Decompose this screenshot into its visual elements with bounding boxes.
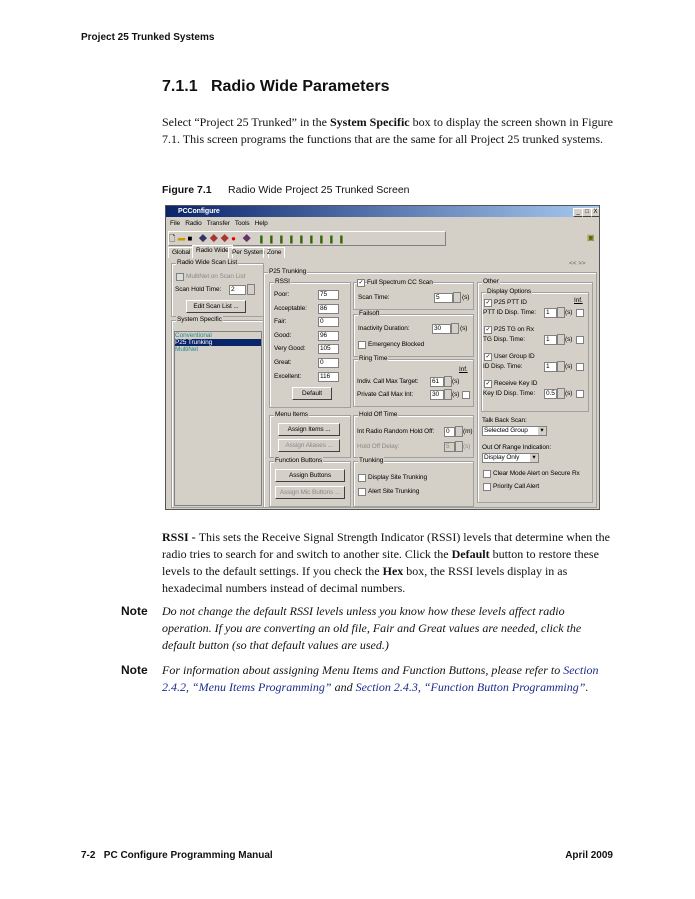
spinner[interactable] <box>557 361 565 372</box>
failsoft-group <box>353 310 474 357</box>
read-icon[interactable]: ◆ <box>198 234 210 243</box>
spinner[interactable] <box>444 389 452 400</box>
list-item[interactable]: Conventional <box>175 332 212 339</box>
rssi-label: Acceptable: <box>274 304 307 312</box>
indiv-call-max-input[interactable]: 61 <box>430 377 444 387</box>
menu-transfer[interactable]: Transfer <box>206 220 230 227</box>
program-icon[interactable]: ◆ <box>209 234 221 243</box>
rssi-paragraph <box>162 529 614 597</box>
tab-radio-wide[interactable]: Radio Wide <box>192 245 233 258</box>
disp-time-label: ID Disp. Time: <box>483 363 523 370</box>
holdoff-delay-input[interactable]: 5 <box>444 442 455 452</box>
radio-icon[interactable]: ▮▮▮▮▮▮▮▮▮ <box>257 234 348 243</box>
group-label: RSSI <box>275 278 290 285</box>
display-option-label: User Group ID <box>494 353 535 360</box>
list-item[interactable]: MultiNet <box>175 346 199 353</box>
group-label: System Specific <box>177 316 222 323</box>
scan-time-input[interactable]: 5 <box>434 293 453 303</box>
t: Default <box>451 547 490 561</box>
title-bar <box>166 206 599 217</box>
program-all-icon[interactable]: ◆ <box>220 234 232 243</box>
figure-caption: Radio Wide Project 25 Trunked Screen <box>228 184 410 196</box>
section-title: Radio Wide Parameters <box>210 78 390 95</box>
page-nav[interactable]: << >> <box>569 260 586 267</box>
inf-checkbox[interactable] <box>576 390 584 398</box>
emergency-blocked-checkbox[interactable] <box>358 341 366 349</box>
disp-time-input[interactable]: 1 <box>544 362 557 372</box>
assign-buttons-button[interactable]: Assign Buttons <box>275 469 345 482</box>
group-label: Hold Off Time <box>359 411 398 418</box>
t: RSSI - <box>162 530 199 544</box>
hold-label: Scan Hold Time: <box>175 286 222 293</box>
talkback-label: Talk Back Scan: <box>482 417 527 424</box>
alert-site-label: Alert Site Trunking <box>368 488 420 495</box>
save-icon[interactable]: ■ <box>187 234 195 243</box>
system-specific-group <box>171 316 264 508</box>
rssi-input[interactable]: 0 <box>318 358 339 368</box>
inf-checkbox[interactable] <box>576 309 584 317</box>
spinner[interactable] <box>455 426 463 437</box>
menu-radio[interactable]: Radio <box>185 220 202 227</box>
out-of-range-select[interactable] <box>482 453 539 463</box>
unit: (s) <box>565 363 573 370</box>
rssi-label: Great: <box>274 359 292 366</box>
disp-time-label: Key ID Disp. Time: <box>483 390 536 397</box>
group-label: P25 Trunking <box>269 268 307 275</box>
spinner[interactable] <box>453 292 461 303</box>
t: box to display the screen shown in Figure 7.1. This screen programs the functions that are the same for all Project 25 trunked systems. <box>162 115 613 146</box>
note-label: Note <box>121 663 148 677</box>
section-number: 7.1.1 <box>162 78 198 95</box>
tab-global[interactable]: Global <box>168 247 194 258</box>
clear-mode-label: Clear Mode Alert on Secure Rx <box>493 470 580 477</box>
inactivity-duration-input[interactable]: 30 <box>432 324 451 334</box>
inf-label: Inf. <box>459 366 468 373</box>
emergency-label: Emergency Blocked <box>368 341 425 348</box>
display-option-label: P25 PTT ID <box>494 299 527 306</box>
hold-off-group <box>353 411 474 458</box>
disp-time-label: PTT ID Disp. Time: <box>483 309 536 316</box>
display-site-label: Display Site Trunking <box>368 474 427 481</box>
toolbar <box>168 231 446 246</box>
ring-time-group <box>353 355 474 407</box>
rssi-label: Good: <box>274 331 292 339</box>
spinner[interactable] <box>444 376 452 387</box>
group-label: Radio Wide Scan List <box>177 259 238 266</box>
display-option-checkbox[interactable]: ✓ <box>485 300 491 306</box>
group-label: Ring Time <box>359 355 388 362</box>
clear-mode-alert-checkbox[interactable] <box>483 470 491 478</box>
display-option-checkbox[interactable]: ✓ <box>485 354 491 360</box>
scan-list-group <box>171 259 264 317</box>
menu-bar <box>170 220 268 227</box>
assign-aliases-button[interactable]: Assign Aliases ... <box>278 439 340 452</box>
inf-checkbox[interactable] <box>576 336 584 344</box>
running-header: Project 25 Trunked Systems <box>81 32 215 43</box>
scan-time-label: Scan Time: <box>358 294 390 301</box>
disp-time-input[interactable]: 0.5 <box>544 389 557 399</box>
footer-right: April 2009 <box>565 850 613 861</box>
tab-per-system[interactable]: Per System <box>228 247 269 258</box>
multinet-label: MultiNet on Scan List <box>186 273 246 280</box>
note-label: Note <box>121 604 148 618</box>
unit: (s) <box>463 443 471 450</box>
spinner[interactable] <box>455 441 463 452</box>
window-title: PCConfigure <box>178 208 220 215</box>
rssi-label: Excellent: <box>274 372 302 380</box>
device-icon[interactable]: ▣ <box>587 233 595 242</box>
menu-tools[interactable]: Tools <box>234 220 250 227</box>
selected-value: Selected Group <box>484 427 528 434</box>
new-icon[interactable]: 🗋 <box>169 234 178 243</box>
chevron-down-icon[interactable]: ▾ <box>530 454 538 462</box>
inf-checkbox[interactable] <box>576 363 584 371</box>
private-inf-checkbox[interactable] <box>462 391 470 399</box>
unit: (s) <box>565 309 573 316</box>
rssi-input[interactable]: 116 <box>318 372 339 382</box>
rssi-input[interactable]: 86 <box>318 304 339 314</box>
pcconfigure-screenshot <box>165 205 600 510</box>
list-item-selected[interactable]: P25 Trunking <box>175 339 261 346</box>
full-spectrum-checkbox[interactable]: ✓ <box>358 280 364 286</box>
t: button to restore these levels to the default settings. If you check the <box>162 547 599 578</box>
minimize-button[interactable]: _ <box>573 208 583 217</box>
close-button[interactable]: X <box>591 208 600 217</box>
footer-left: 7-2 PC Configure Programming Manual <box>81 850 273 861</box>
disp-time-input[interactable]: 1 <box>544 308 557 318</box>
spinner[interactable] <box>557 334 565 345</box>
priority-call-alert-checkbox[interactable] <box>483 483 491 491</box>
private-label: Private Call Max Int: <box>357 391 414 398</box>
display-site-trunking-checkbox[interactable] <box>358 474 366 482</box>
multinet-checkbox[interactable] <box>176 273 184 281</box>
menu-items-group <box>269 411 351 458</box>
selected-value: Display Only <box>484 454 520 461</box>
unit: (s) <box>460 325 468 332</box>
rssi-label: Very Good: <box>274 345 306 353</box>
group-label: Display Options <box>487 288 532 295</box>
talkback-select[interactable] <box>482 426 547 436</box>
t: Hex <box>382 564 404 578</box>
figure-label: Figure 7.1 <box>162 184 212 196</box>
maximize-button[interactable]: □ <box>582 208 592 217</box>
inf-label: Inf. <box>574 297 583 304</box>
unit: (s) <box>452 391 460 398</box>
t: . <box>585 680 589 694</box>
unit: (s) <box>462 294 470 301</box>
t: For information about assigning Menu Items and Function Buttons, please refer to <box>162 663 564 677</box>
spinner[interactable] <box>557 307 565 318</box>
intro-paragraph <box>162 114 614 148</box>
alert-site-trunking-checkbox[interactable] <box>358 488 366 496</box>
display-option-label: P25 TG on Rx <box>494 326 534 333</box>
rssi-input[interactable]: 105 <box>318 344 339 354</box>
inactivity-label: Inactivity Duration: <box>358 325 410 332</box>
group-label: Failsoft <box>359 310 380 317</box>
unit: (s) <box>565 390 573 397</box>
assign-mic-buttons-button[interactable]: Assign Mic Buttons ... <box>275 486 345 499</box>
t: box, the RSSI levels display in as hexadecimal numbers instead of decimal numbers. <box>162 564 568 595</box>
section-link[interactable]: Section 2.4.2, “Menu Items Programming” <box>162 663 599 694</box>
t: System Specific <box>329 115 410 129</box>
group-label: Function Buttons <box>275 457 323 464</box>
default-button[interactable]: Default <box>292 387 332 400</box>
display-option-checkbox[interactable]: ✓ <box>485 327 491 333</box>
t: Select “Project 25 Trunked” in the <box>162 115 330 129</box>
rssi-label: Fair: <box>274 318 287 326</box>
priority-label: Priority Call Alert <box>493 483 540 490</box>
function-buttons-group <box>269 457 351 507</box>
t: This sets the Receive Signal Strength Indicator (RSSI) levels that determine when the radio tries to search for and switch to another site. Click the <box>162 530 610 561</box>
display-option-checkbox[interactable]: ✓ <box>485 381 491 387</box>
t: and <box>331 680 356 694</box>
note-text: Do not change the default RSSI levels unless you know how these levels affect radio operation. If you are converting an old file, Fair and Great values are needed, click the default button (so that default values are used.) <box>162 604 582 652</box>
unit: (m) <box>463 428 473 435</box>
tab-zone[interactable]: Zone <box>263 247 285 258</box>
chevron-down-icon[interactable]: ▾ <box>538 427 546 435</box>
rssi-input[interactable]: 0 <box>318 317 339 327</box>
int-holdoff-label: Int Radio Random Hold Off: <box>357 428 435 435</box>
rssi-label: Poor: <box>274 291 290 298</box>
trunking-group <box>353 457 474 507</box>
spinner[interactable] <box>247 284 255 295</box>
spinner[interactable] <box>557 388 565 399</box>
section-link[interactable]: Section 2.4.3, “Function Button Programming” <box>355 680 586 694</box>
full-spectrum-label: Full Spectrum CC Scan <box>367 279 433 286</box>
assign-items-button[interactable]: Assign Items ... <box>278 423 340 436</box>
private-call-max-input[interactable]: 30 <box>430 390 444 400</box>
disp-time-input[interactable]: 1 <box>544 335 557 345</box>
unit: (s) <box>452 378 460 385</box>
spinner[interactable] <box>451 323 459 334</box>
menu-help[interactable]: Help <box>254 220 268 227</box>
rssi-input[interactable]: 96 <box>318 331 339 341</box>
note-text <box>162 662 614 696</box>
full-spectrum-group <box>353 279 474 310</box>
disp-time-label: TG Disp. Time: <box>483 336 525 343</box>
system-list[interactable] <box>174 331 262 506</box>
delay-label: Hold Off Delay: <box>357 443 400 450</box>
rssi-input[interactable]: 75 <box>318 290 339 300</box>
unit: (s) <box>565 336 573 343</box>
group-label: Trunking <box>359 457 384 464</box>
open-icon[interactable]: ▰ <box>177 234 188 243</box>
display-option-label: Receive Key ID <box>494 380 538 387</box>
oor-label: Out Of Range Indication: <box>482 444 552 451</box>
edit-scan-list-button[interactable]: Edit Scan List ... <box>186 300 246 313</box>
int-holdoff-input[interactable]: 0 <box>444 427 455 437</box>
menu-file[interactable]: File <box>170 220 181 227</box>
group-label: Menu Items <box>275 411 308 418</box>
record-icon[interactable]: ● <box>231 234 238 243</box>
clone-icon[interactable]: ◆ <box>242 234 254 243</box>
group-label: Other <box>483 278 499 285</box>
indiv-label: Indiv. Call Max Target: <box>357 378 419 385</box>
section-heading <box>162 78 390 96</box>
scan-hold-time-input[interactable]: 2 <box>229 285 246 295</box>
